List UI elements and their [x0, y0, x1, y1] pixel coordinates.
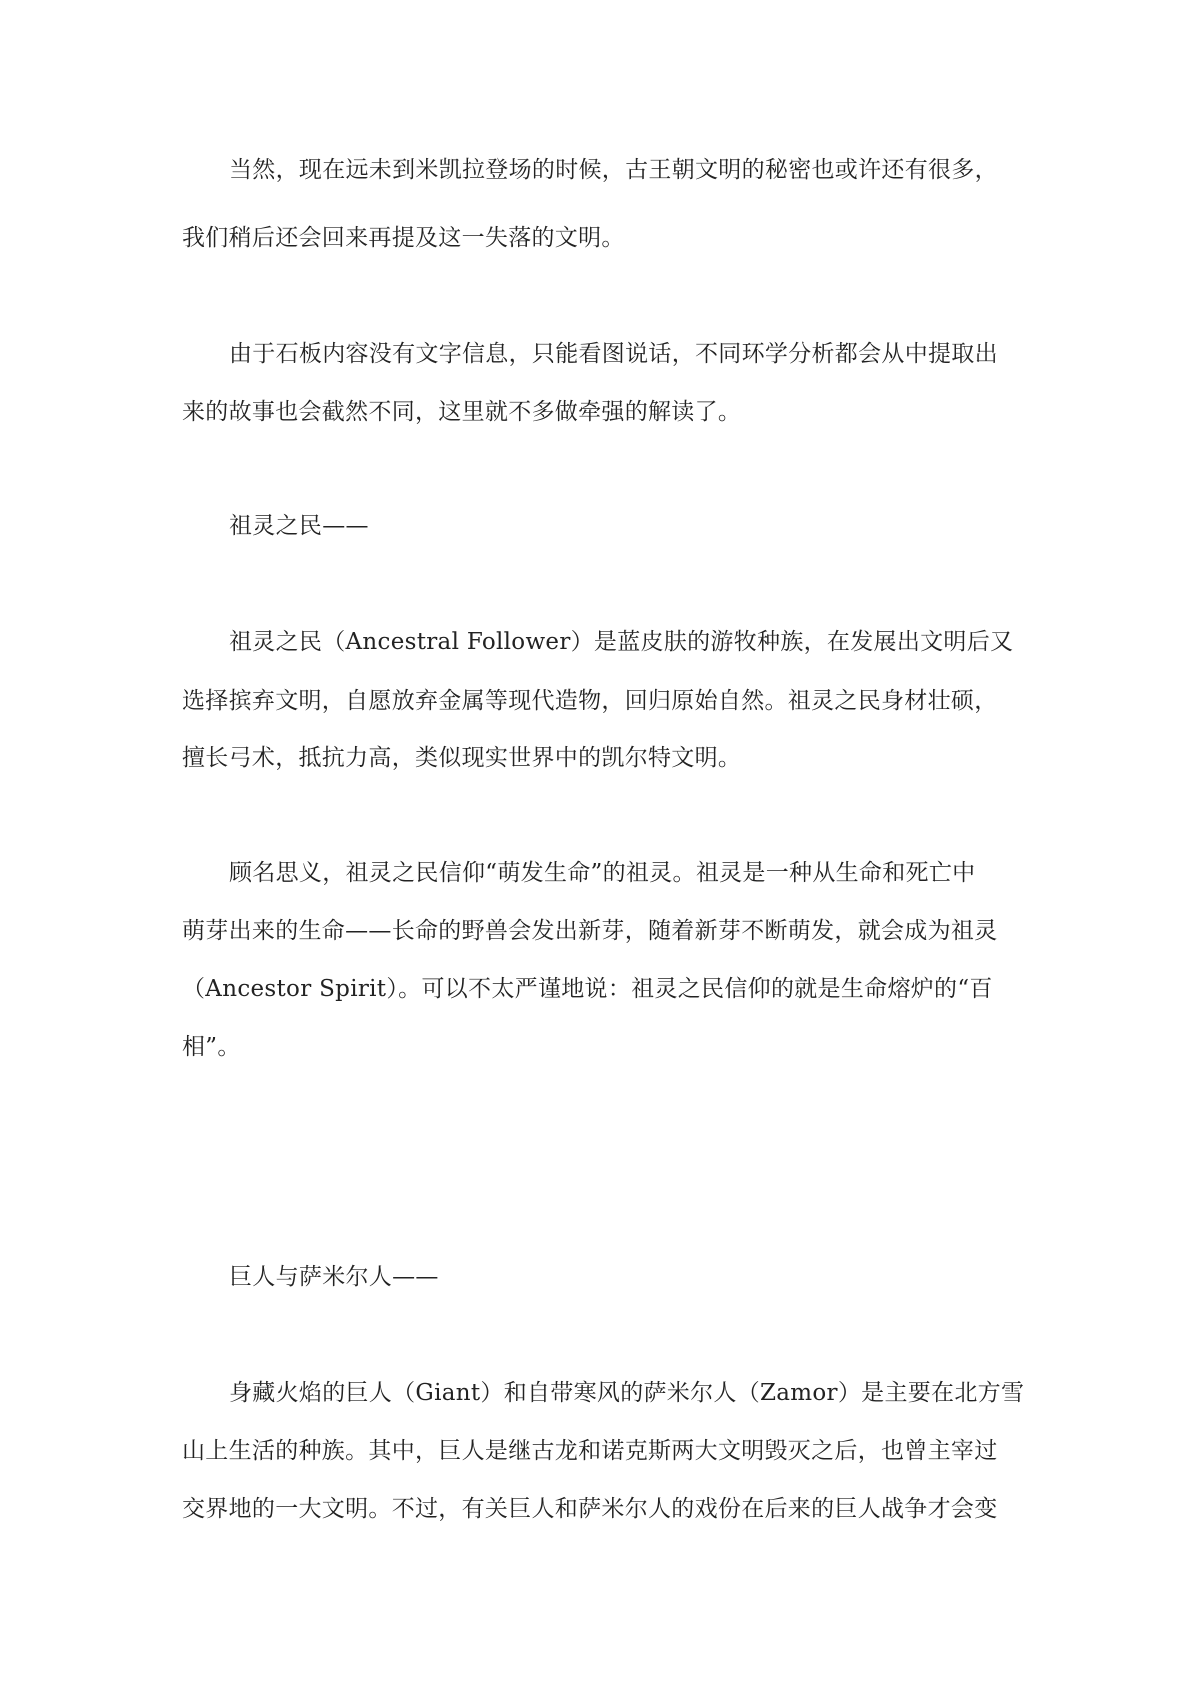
paragraph-2-line-2: 来的故事也会截然不同，这里就不多做牵强的解读了。	[182, 399, 742, 425]
paragraph-4-line-1: 祖灵之民（Ancestral Follower）是蓝皮肤的游牧种族，在发展出文明后又	[229, 629, 1014, 655]
paragraph-2-line-1: 由于石板内容没有文字信息，只能看图说话，不同环学分析都会从中提取出	[229, 341, 998, 367]
paragraph-7-line-3: 交界地的一大文明。不过，有关巨人和萨米尔人的戏份在后来的巨人战争才会变	[182, 1496, 998, 1522]
paragraph-5-line-4: 相”。	[182, 1034, 241, 1060]
paragraph-4-line-3: 擅长弓术，抵抗力高，类似现实世界中的凯尔特文明。	[182, 745, 742, 771]
paragraph-5-line-1: 顾名思义，祖灵之民信仰“萌发生命”的祖灵。祖灵是一种从生命和死亡中	[229, 860, 976, 886]
paragraph-5-line-3: （Ancestor Spirit）。可以不太严谨地说：祖灵之民信仰的就是生命熔炉的“百	[182, 976, 993, 1002]
paragraph-5-line-2: 萌芽出来的生命——长命的野兽会发出新芽，随着新芽不断萌发，就会成为祖灵	[182, 918, 998, 944]
section-heading-giants-and-zamor: 巨人与萨米尔人——	[229, 1264, 439, 1290]
paragraph-1-line-1: 当然，现在远未到米凯拉登场的时候，古王朝文明的秘密也或许还有很多，	[229, 157, 998, 183]
section-heading-ancestral-followers: 祖灵之民——	[229, 513, 369, 539]
paragraph-4-line-2: 选择摈弃文明，自愿放弃金属等现代造物，回归原始自然。祖灵之民身材壮硕，	[182, 688, 998, 714]
paragraph-7-line-1: 身藏火焰的巨人（Giant）和自带寒风的萨米尔人（Zamor）是主要在北方雪	[229, 1380, 1025, 1406]
paragraph-7-line-2: 山上生活的种族。其中，巨人是继古龙和诺克斯两大文明毁灭之后，也曾主宰过	[182, 1438, 998, 1464]
paragraph-1-line-2: 我们稍后还会回来再提及这一失落的文明。	[182, 225, 625, 251]
